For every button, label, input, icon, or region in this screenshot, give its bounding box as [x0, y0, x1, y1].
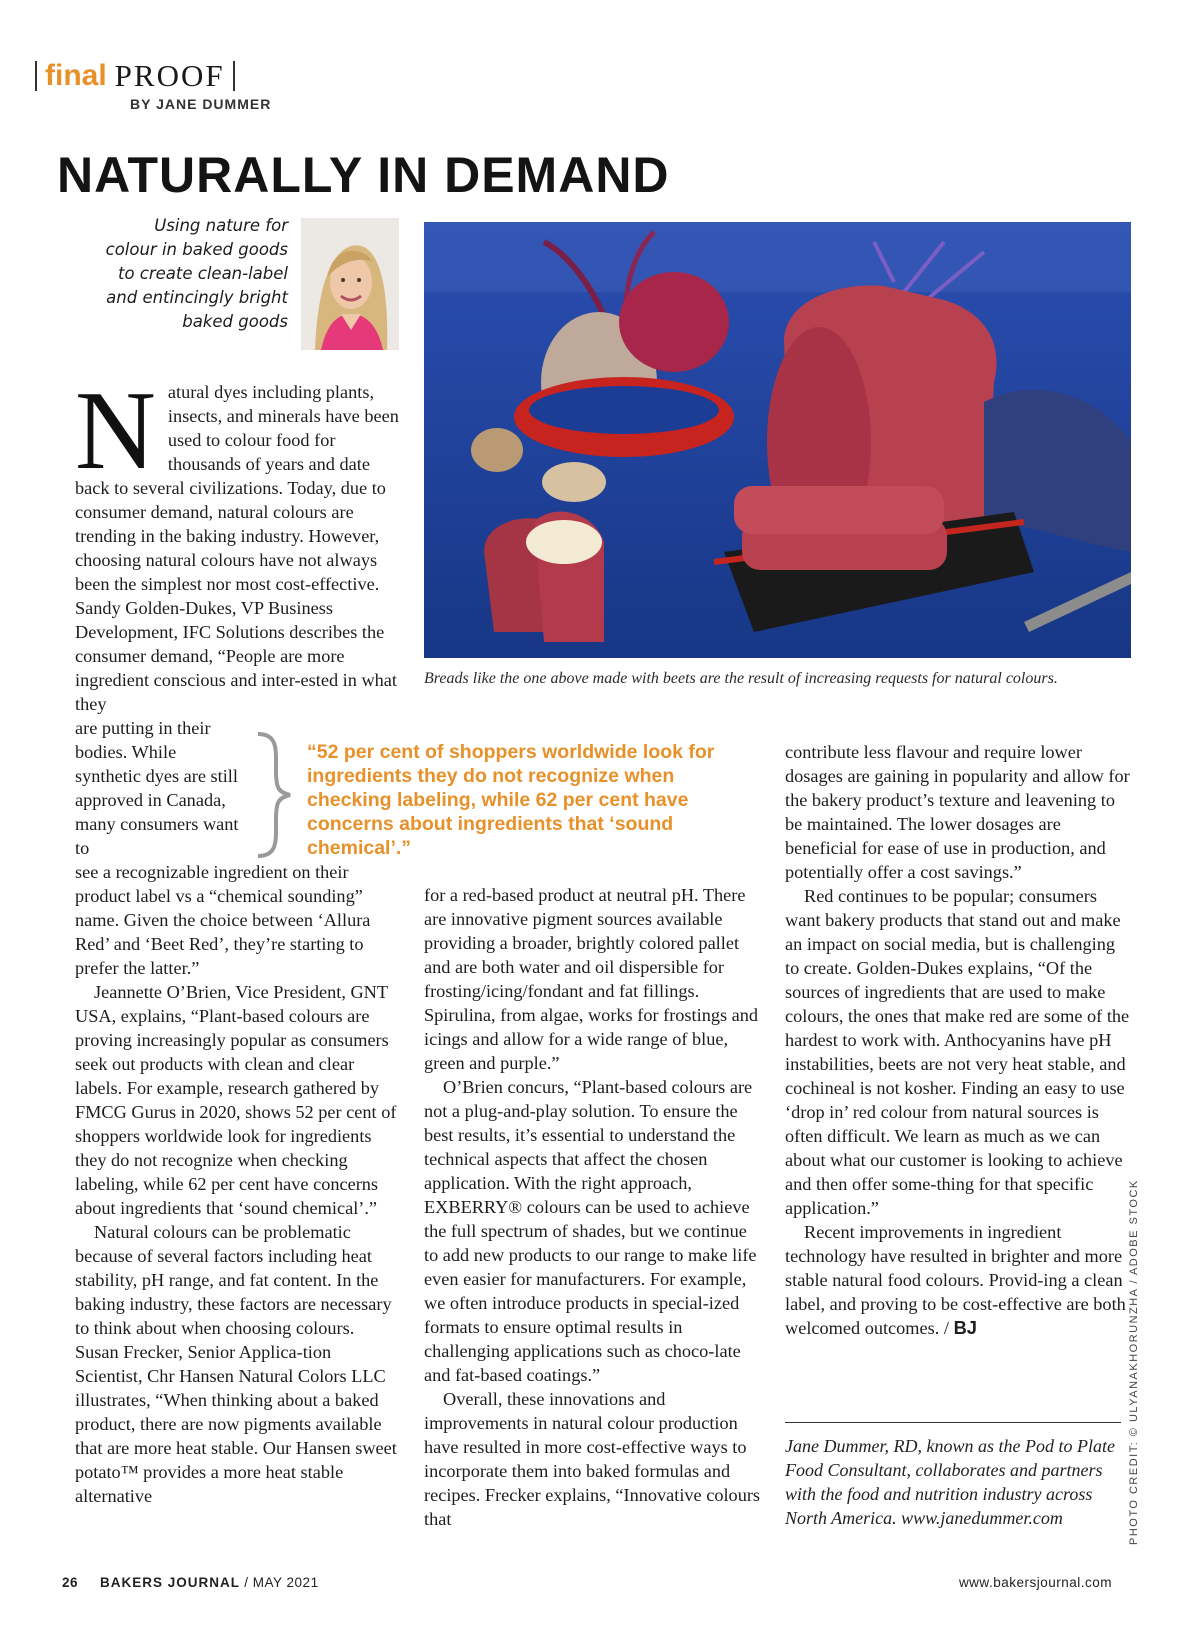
hero-photo [424, 222, 1131, 658]
byline: BY JANE DUMMER [130, 96, 272, 112]
drop-cap: N [75, 369, 156, 493]
article-paragraph: for a red-based product at neutral pH. There are innovative pigment sources available providing a broader, brightly colored pallet and are both water and oil dispersible for frosting/icing/fondant and fat fillings. Spirulina, from algae, works for frostings and icings and allow for a wide range of blue, green and purple.” [424, 885, 759, 1073]
article-column-3 [785, 740, 1132, 1340]
photo-caption: Breads like the one above made with beets are the result of increasing requests for natural colours. [424, 670, 1058, 687]
website-link[interactable]: www.bakersjournal.com [958, 1575, 1112, 1590]
section-tag [35, 58, 235, 94]
article-paragraph: O’Brien concurs, “Plant-based colours are not a plug-and-play solution. To ensure the best results, it’s essential to understand the technical aspects that affect the chosen application. With the right approach, EXBERRY® colours can be used to achieve the full spectrum of shades, but we continue to add new products to our range to make life even easier for manufacturers. For example, we often introduce products in special-ized formats to ensure optimal results in challenging applications such as choco-late and fat-based coatings.” [424, 1077, 757, 1385]
article-paragraph: atural dyes including plants, insects, and minerals have been used to colour food for thousands of years and date back to several civilizations. Today, due to consumer demand, natural colours are trending in the baking industry. However, choosing natural colours have not always been the simplest nor most cost-effective. Sandy Golden-Dukes, VP Business Development, IFC Solutions describes the consumer demand, “People are more ingredient conscious and inter-ested in what they [75, 382, 399, 714]
magazine-name [100, 1575, 319, 1590]
magazine-title: BAKERS JOURNAL [100, 1575, 241, 1590]
author-bio: Jane Dummer, RD, known as the Pod to Plate Food Consultant, collaborates and partners with the food and nutrition industry across North America. www.janedummer.com [785, 1436, 1115, 1528]
end-mark: BJ [953, 1317, 977, 1338]
article-paragraph: Overall, these innovations and improvements in natural colour production have resulted in more cost-effective ways to incorporate them into baked formulas and recipes. Frecker explains, “Innovative colours that [424, 1389, 761, 1529]
section-kicker-final: final [45, 59, 107, 92]
deck: Using nature for colour in baked goods to create clean-label and entincingly bright baked goods [105, 216, 288, 331]
pull-quote: “52 per cent of shoppers worldwide look for ingredients they do not recognize when checking labeling, while 62 per cent have concerns about ingredients that ‘sound chemical’.” [307, 741, 715, 859]
issue-date: / MAY 2021 [244, 1575, 319, 1590]
section-kicker-proof: PROOF [114, 58, 225, 93]
divider [233, 61, 235, 91]
article-paragraph: Recent improvements in ingredient technology have resulted in brighter and more stable natural food colours. Provid-ing a clean label, and proving to be cost-effective are both welcomed outcomes. / [785, 1222, 1126, 1338]
article-paragraph: contribute less flavour and require lower dosages are gaining in popularity and allow for the bakery product’s texture and leavening to be maintained. The lower dosages are beneficial for ease of use in production, and potentially offer a cost savings.” [785, 742, 1130, 882]
divider [35, 61, 37, 91]
author-photo [301, 218, 399, 350]
bio-divider [785, 1422, 1121, 1423]
article-paragraph: Jeannette O’Brien, Vice President, GNT USA, explains, “Plant-based colours are proving increasingly popular as consumers seek out products with clean and clear labels. For example, research gathered by FMCG Gurus in 2020, shows 52 per cent of shoppers worldwide look for ingredients they do not recognize when checking labeling, while 62 per cent have concerns about ingredients that ‘sound chemical’.” [75, 982, 397, 1218]
article-paragraph: Natural colours can be problematic because of several factors including heat stability, pH range, and fat content. In the baking industry, these factors are necessary to think about when choosing colours. Susan Frecker, Senior Applica-tion Scientist, Chr Hansen Natural Colors LLC illustrates, “When thinking about a baked product, there are now pigments available that are more heat stable. Our Hansen sweet potato™ provides a more heat stable alternative [75, 1222, 397, 1506]
page-number: 26 [62, 1575, 79, 1590]
article-paragraph: are putting in their bodies. While synthetic dyes are still approved in Canada, many consumers want to [75, 718, 239, 858]
headline: NATURALLY IN DEMAND [57, 147, 670, 203]
photo-credit: PHOTO CREDIT: © ULYANAKHORUNZHA / ADOBE STOCK [1128, 1179, 1140, 1545]
pull-quote-bracket [248, 730, 298, 860]
article-column-1 [75, 369, 400, 1508]
article-column-2 [424, 883, 762, 1531]
article-paragraph: Red continues to be popular; consumers want bakery products that stand out and make an impact on social media, but is challenging to create. Golden-Dukes explains, “Of the sources of ingredients that are used to make colours, the ones that make red are some of the hardest to work with. Anthocyanins have pH instabilities, beets are not very heat stable, and cochineal is not kosher. Finding an easy to use ‘drop in’ red colour from natural sources is often difficult. We learn as much as we can about what our customer is looking to achieve and then offer some-thing for that specific application.” [785, 886, 1130, 1218]
article-paragraph: see a recognizable ingredient on their product label vs a “chemical sounding” name. Given the choice between ‘Allura Red’ and ‘Beet Red’, they’re starting to prefer the latter.” [75, 862, 371, 978]
